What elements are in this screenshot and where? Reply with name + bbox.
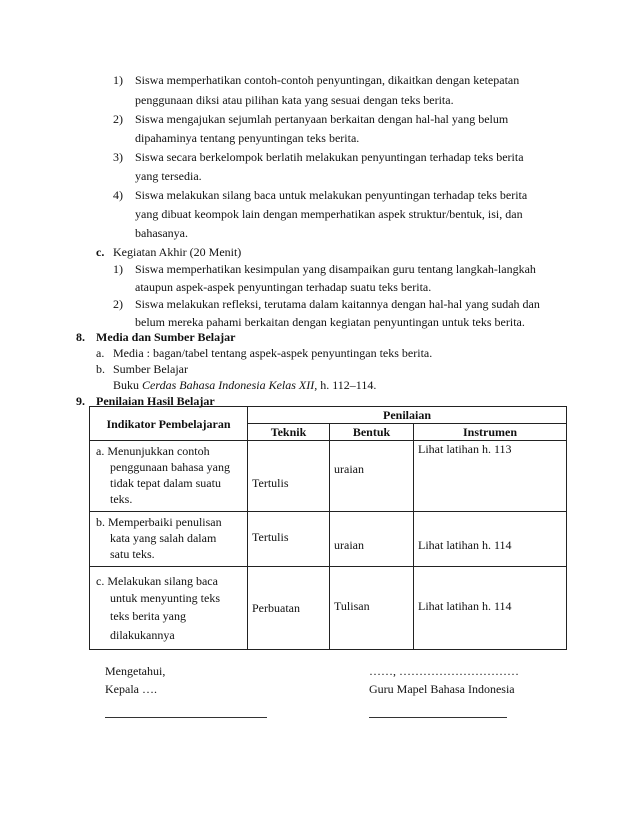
teknik-cell: Tertulis bbox=[248, 512, 330, 567]
instrumen-cell: Lihat latihan h. 114 bbox=[414, 567, 567, 650]
section-9-title: Penilaian Hasil Belajar bbox=[96, 394, 215, 408]
indikator-line: penggunaan bahasa yang bbox=[110, 460, 230, 474]
signature-right-line-1: ……, ………………………… bbox=[369, 664, 519, 678]
indikator-line: tidak tepat dalam suatu bbox=[110, 476, 221, 490]
header-instrumen: Instrumen bbox=[414, 424, 567, 441]
instrumen-cell: Lihat latihan h. 114 bbox=[414, 512, 567, 567]
step-1-number: 1) bbox=[113, 73, 123, 87]
closing-item-1-line-2: ataupun aspek-aspek penyuntingan terhadap suatu teks berita. bbox=[135, 280, 432, 294]
header-teknik: Teknik bbox=[248, 424, 330, 441]
step-2-line-1: Siswa mengajukan sejumlah pertanyaan berkaitan dengan hal-hal yang belum bbox=[135, 112, 509, 126]
book-title: Cerdas Bahasa Indonesia Kelas XII, bbox=[142, 378, 318, 392]
source-letter: b. bbox=[96, 362, 105, 376]
indikator-cell bbox=[90, 567, 248, 650]
section-8-number: 8. bbox=[76, 330, 85, 344]
step-1-line-2: penggunaan diksi atau pilihan kata yang sesuai dengan teks berita. bbox=[135, 93, 454, 107]
section-9-number: 9. bbox=[76, 394, 85, 408]
media-letter: a. bbox=[96, 346, 105, 360]
indikator-line: kata yang salah dalam bbox=[110, 531, 217, 545]
closing-item-2-number: 2) bbox=[113, 297, 123, 311]
indikator-line: untuk menyunting teks bbox=[110, 591, 220, 605]
step-4-line-3: bahasanya. bbox=[135, 226, 188, 240]
bentuk-cell: Tulisan bbox=[330, 567, 414, 650]
closing-item-2-line-2: belum mereka pahami berkaitan dengan kegiatan penyuntingan untuk teks berita. bbox=[135, 315, 525, 329]
signature-right-line-2: Guru Mapel Bahasa Indonesia bbox=[369, 682, 515, 696]
header-indikator: Indikator Pembelajaran bbox=[90, 407, 248, 441]
indikator-line: teks. bbox=[110, 492, 133, 506]
step-4-number: 4) bbox=[113, 188, 123, 202]
source-label: Sumber Belajar bbox=[113, 362, 188, 376]
step-4-line-1: Siswa melakukan silang baca untuk melakukan penyuntingan terhadap teks berita bbox=[135, 188, 528, 202]
book-reference bbox=[113, 377, 376, 393]
table-row bbox=[90, 441, 567, 512]
header-bentuk: Bentuk bbox=[330, 424, 414, 441]
indikator-first-line: b. Memperbaiki penulisan bbox=[96, 515, 222, 529]
signature-left-line-2: Kepala …. bbox=[105, 682, 157, 696]
step-2-number: 2) bbox=[113, 112, 123, 126]
assessment-table bbox=[89, 406, 567, 650]
step-3-number: 3) bbox=[113, 150, 123, 164]
section-8-title: Media dan Sumber Belajar bbox=[96, 330, 236, 344]
signature-right-rule bbox=[369, 717, 507, 718]
instrumen-cell: Lihat latihan h. 113 bbox=[414, 441, 567, 512]
indikator-cell bbox=[90, 441, 248, 512]
signature-left-rule bbox=[105, 717, 267, 718]
teknik-cell: Perbuatan bbox=[248, 567, 330, 650]
table-row bbox=[90, 512, 567, 567]
indikator-line: teks berita yang bbox=[110, 609, 186, 623]
header-penilaian: Penilaian bbox=[248, 407, 567, 424]
step-1-line-1: Siswa memperhatikan contoh-contoh penyuntingan, dikaitkan dengan ketepatan bbox=[135, 73, 520, 87]
step-3-line-1: Siswa secara berkelompok berlatih melakukan penyuntingan terhadap teks berita bbox=[135, 150, 524, 164]
indikator-line: satu teks. bbox=[110, 547, 155, 561]
indikator-cell bbox=[90, 512, 248, 567]
book-pages: h. 112–114. bbox=[320, 378, 377, 392]
indikator-first-line: c. Melakukan silang baca bbox=[96, 574, 218, 588]
media-text: Media : bagan/tabel tentang aspek-aspek penyuntingan teks berita. bbox=[113, 346, 433, 360]
teknik-cell: Tertulis bbox=[248, 441, 330, 512]
bentuk-cell: uraian bbox=[330, 441, 414, 512]
step-4-line-2: yang dibuat keompok lain dengan memperhatikan aspek struktur/bentuk, isi, dan bbox=[135, 207, 523, 221]
closing-letter: c. bbox=[96, 245, 105, 259]
closing-item-1-number: 1) bbox=[113, 262, 123, 276]
closing-item-1-line-1: Siswa memperhatikan kesimpulan yang disampaikan guru tentang langkah-langkah bbox=[135, 262, 536, 276]
signature-left-line-1: Mengetahui, bbox=[105, 664, 166, 678]
indikator-first-line: a. Menunjukkan contoh bbox=[96, 444, 210, 458]
table-row bbox=[90, 567, 567, 650]
closing-item-2-line-1: Siswa melakukan refleksi, terutama dalam kaitannya dengan hal-hal yang sudah dan bbox=[135, 297, 540, 311]
closing-title: Kegiatan Akhir (20 Menit) bbox=[113, 245, 242, 259]
bentuk-cell: uraian bbox=[330, 512, 414, 567]
step-2-line-2: dipahaminya tentang penyuntingan teks berita. bbox=[135, 131, 360, 145]
step-3-line-2: yang tersedia. bbox=[135, 169, 202, 183]
book-prefix: Buku bbox=[113, 378, 140, 392]
indikator-line: dilakukannya bbox=[110, 628, 175, 642]
